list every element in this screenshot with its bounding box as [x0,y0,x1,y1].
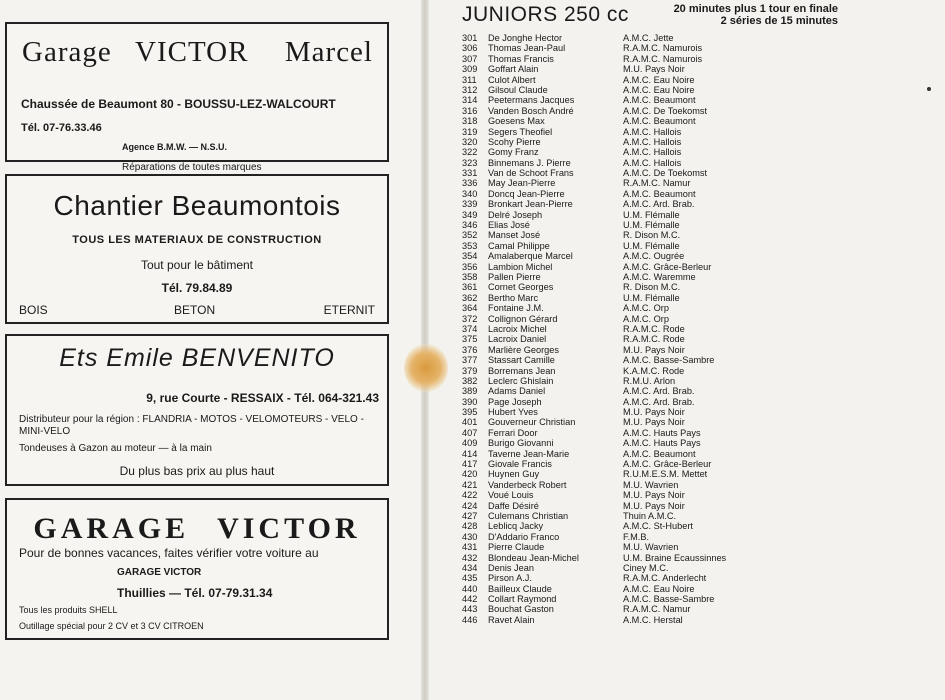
rider-number: 336 [462,178,478,189]
rider-name: Huynen Guy [488,469,540,480]
rider-club: A.M.C. De Toekomst [623,168,708,179]
rider-name: D'Addario Franco [488,531,560,542]
rider-name: Vanden Bosch André [488,105,574,116]
rider-number: 374 [462,323,478,334]
rider-number: 346 [462,220,478,231]
rider-club: A.M.C. Jette [623,33,674,43]
ad1-garage-word: Garage [22,36,112,68]
rider-club: M.U. Wavrien [623,542,679,553]
ad2-bois: BOIS [19,303,48,317]
ad1-agency: Agence B.M.W. — N.S.U. [122,142,228,152]
ad2-title: Chantier Beaumontois [53,190,341,221]
rider-name: Gomy Franz [488,147,539,158]
rider-number: 340 [462,188,478,199]
rider-name: Gouverneur Christian [488,417,576,428]
rider-club: A.M.C. Beaumont [623,188,696,199]
rider-name: Fontaine J.M. [488,303,544,314]
rider-number: 421 [462,479,478,490]
rider-number: 314 [462,95,478,106]
rider-name: Lambion Michel [488,261,553,272]
rider-club: U.M. Flémalle [623,240,680,251]
ad3-mower: Tondeuses à Gazon au moteur — à la main [19,443,212,454]
rider-club: A.M.C. Ard. Brab. [623,386,695,397]
rider-club: A.M.C. Beaumont [623,448,696,459]
rider-name: Leblicq Jacky [488,521,544,532]
ad1-repairs: Réparations de toutes marques [122,162,262,173]
rider-name: Camal Philippe [488,240,550,251]
rider-name: Bailleux Claude [488,583,552,594]
rider-name: Pirson A.J. [488,573,532,584]
rider-name: Bertho Marc [488,292,539,303]
rider-number: 377 [462,355,478,366]
rider-club: A.M.C. Orp [623,303,669,314]
rider-name: Burigo Giovanni [488,438,554,449]
rider-club: A.M.C. Grâce-Berleur [623,261,712,272]
rider-number: 424 [462,500,478,511]
rider-club: R.A.M.C. Namurois [623,43,703,54]
rider-name: Lacroix Michel [488,323,547,334]
rider-number: 430 [462,531,478,542]
rider-club: R.M.U. Arlon [623,375,676,386]
rider-number: 361 [462,282,478,293]
rider-name: Culot Albert [488,74,536,85]
rider-number: 356 [462,261,478,272]
rider-club: F.M.B. [623,531,650,542]
rider-number: 376 [462,344,478,355]
rider-club: U.M. Braine Ecaussinnes [623,552,727,563]
juniors-title: JUNIORS 250 cc [462,3,629,26]
rider-number: 434 [462,562,478,573]
rider-number: 407 [462,427,478,438]
rider-name: Blondeau Jean-Michel [488,552,579,563]
rider-number: 311 [462,74,477,85]
rider-number: 354 [462,251,478,262]
left-page [0,0,425,700]
rider-name: Borremans Jean [488,365,556,376]
rider-club: A.M.C. Hallois [623,126,682,137]
rider-club: U.M. Flémalle [623,220,680,231]
rider-club: A.M.C. Hallois [623,147,682,158]
rider-number: 446 [462,614,478,625]
rider-club: M.U. Pays Noir [623,490,685,501]
rider-name: Denis Jean [488,562,534,573]
rider-club: R.U.M.E.S.M. Mettet [623,469,708,480]
rider-name: Giovale Francis [488,459,552,470]
rider-number: 401 [462,417,478,428]
rider-name: Adams Daniel [488,386,546,397]
rider-name: Collignon Gérard [488,313,558,324]
rider-name: Doncq Jean-Pierre [488,188,565,199]
rider-name: Pallen Pierre [488,271,541,282]
rider-name: Goffart Alain [488,64,539,75]
ad1-phone: Tél. 07-76.33.46 [21,122,102,134]
rider-number: 442 [462,594,478,605]
rider-number: 322 [462,147,478,158]
rider-name: Bouchat Gaston [488,604,554,615]
rider-number: 375 [462,334,478,345]
ad3-distributor: Distributeur pour la région : FLANDRIA - MOTOS - VELOMOTEURS - VELO - MINI-VELO [19,414,364,437]
rider-number: 320 [462,136,478,147]
rider-club: A.M.C. Hallois [623,157,682,168]
ad-garage-victor-thuillies [5,498,389,640]
ad1-victor-word: VICTOR [135,36,249,68]
rider-number: 443 [462,604,478,615]
ad4-title [7,512,387,546]
ad2-tagline: Tout pour le bâtiment [140,258,254,272]
ad2-phone: Tél. 79.84.89 [161,281,233,295]
rider-name: Cornet Georges [488,282,554,293]
ad3-address: 9, rue Courte - RESSAIX - Tél. 064-321.43 [146,391,379,405]
rider-name: Delré Joseph [488,209,543,220]
rider-number: 323 [462,157,478,168]
rider-club: R.A.M.C. Namur [623,178,691,189]
ad3-price: Du plus bas prix au plus haut [119,464,275,478]
rider-club: M.U. Wavrien [623,479,679,490]
rider-club: A.M.C. Basse-Sambre [623,594,715,605]
rider-club: R. Dison M.C. [623,230,681,241]
rider-club: U.M. Flémalle [623,292,680,303]
rider-number: 409 [462,438,478,449]
margin-dot [927,87,931,91]
rider-club: U.M. Flémalle [623,209,680,220]
rider-club: A.M.C. Waremme [623,271,696,282]
rider-number: 339 [462,199,478,210]
rider-name: Lacroix Daniel [488,334,547,345]
rider-club: A.M.C. De Toekomst [623,105,708,116]
rider-name: Thomas Jean-Paul [488,43,566,54]
ad1-address: Chaussée de Beaumont 80 - BOUSSU-LEZ-WALCOURT [21,97,336,111]
rider-number: 389 [462,386,478,397]
rider-number: 318 [462,116,478,127]
rider-number: 358 [462,271,478,282]
rider-club: A.M.C. Beaumont [623,95,696,106]
rider-club: M.U. Pays Noir [623,344,685,355]
rider-name: Manset José [488,230,541,241]
ad4-phone: Thuillies — Tél. 07-79.31.34 [117,586,273,600]
ad1-marcel-word: Marcel [284,36,373,68]
ad4-title-garage: GARAGE [33,512,190,545]
rider-number: 319 [462,126,478,137]
rider-club: R. Dison M.C. [623,282,681,293]
rider-name: Elias José [488,220,530,231]
rider-club: A.M.C. Ougrée [623,251,685,262]
rider-number: 362 [462,292,478,303]
rider-name: Scohy Pierre [488,136,541,147]
rider-name: Leclerc Ghislain [488,375,554,386]
rider-number: 431 [462,542,478,553]
rider-club: Thuin A.M.C. [623,510,677,521]
rider-name: De Jonghe Hector [488,33,563,43]
rider-number: 306 [462,43,478,54]
rider-number: 420 [462,469,478,480]
rider-number: 379 [462,365,478,376]
ad4-shell: Tous les produits SHELL [19,605,118,615]
rider-name: Marlière Georges [488,344,559,355]
rider-club: M.U. Pays Noir [623,407,685,418]
rider-club: A.M.C. St-Hubert [623,521,693,532]
rider-number: 435 [462,573,478,584]
rider-club: A.M.C. Eau Noire [623,74,695,85]
rider-name: Page Joseph [488,396,542,407]
ad4-garage-name: GARAGE VICTOR [117,567,202,578]
rider-club: R.A.M.C. Namurois [623,53,703,64]
rider-name: Peetermans Jacques [488,95,575,106]
rider-name: Daffe Désiré [488,500,539,511]
rider-name: Pierre Claude [488,542,545,553]
rider-number: 432 [462,552,478,563]
ad3-title: Ets Emile BENVENITO [59,344,335,372]
rider-club: A.M.C. Hauts Pays [623,438,701,449]
rider-club: A.M.C. Grâce-Berleur [623,459,712,470]
rider-name: Gilsoul Claude [488,84,548,95]
rider-number: 440 [462,583,478,594]
juniors-subtitle-line2: 2 séries de 15 minutes [720,15,838,27]
rider-club: K.A.M.C. Rode [623,365,685,376]
rider-club: R.A.M.C. Rode [623,334,685,345]
rider-number: 382 [462,375,478,386]
rider-club: R.A.M.C. Namur [623,604,691,615]
rider-number: 309 [462,64,478,75]
rider-number: 353 [462,240,478,251]
rider-name: Culemans Christian [488,510,569,521]
rider-club: A.M.C. Basse-Sambre [623,355,715,366]
rider-number: 428 [462,521,478,532]
rider-club: A.M.C. Hauts Pays [623,427,701,438]
rider-number: 352 [462,230,478,241]
ad-chantier-beaumontois [5,174,389,324]
rider-name: Binnemans J. Pierre [488,157,571,168]
rider-name: Stassart Camille [488,355,555,366]
rider-name: Amalaberque Marcel [488,251,573,262]
rider-number: 312 [462,84,478,95]
rider-club: M.U. Pays Noir [623,64,685,75]
rider-number: 422 [462,490,478,501]
rider-number: 316 [462,105,478,116]
stain-mark [404,344,448,392]
rider-number: 364 [462,303,478,314]
rider-number: 390 [462,396,478,407]
rider-name: Voué Louis [488,490,534,501]
rider-club: R.A.M.C. Anderlecht [623,573,707,584]
rider-club: A.M.C. Eau Noire [623,84,695,95]
juniors-subtitle [616,3,838,27]
rider-club: A.M.C. Herstal [623,614,683,625]
rider-name: Ferrari Door [488,427,538,438]
rider-name: Goesens Max [488,116,545,127]
rider-club: A.M.C. Ard. Brab. [623,199,695,210]
rider-number: 417 [462,459,478,470]
rider-number: 301 [462,33,478,43]
rider-number: 395 [462,407,478,418]
rider-number: 349 [462,209,478,220]
rider-club: A.M.C. Orp [623,313,669,324]
rider-name: May Jean-Pierre [488,178,556,189]
rider-name: Thomas Francis [488,53,554,64]
rider-club: A.M.C. Beaumont [623,116,696,127]
ad-ets-benvenito [5,334,389,486]
rider-number: 307 [462,53,478,64]
rider-number: 331 [462,168,478,179]
rider-club: M.U. Pays Noir [623,417,685,428]
ad-garage-victor-marcel [5,22,389,173]
rider-club: A.M.C. Ard. Brab. [623,396,695,407]
rider-name: Ravet Alain [488,614,535,625]
rider-club: A.M.C. Hallois [623,136,682,147]
rider-club: R.A.M.C. Rode [623,323,685,334]
rider-number: 414 [462,448,478,459]
rider-name: Van de Schoot Frans [488,168,574,179]
juniors-subtitle-line1: 20 minutes plus 1 tour en finale [673,3,838,15]
rider-name: Taverne Jean-Marie [488,448,570,459]
rider-name: Hubert Yves [488,407,538,418]
rider-name: Bronkart Jean-Pierre [488,199,573,210]
rider-number: 372 [462,313,478,324]
ad4-line1: Pour de bonnes vacances, faites vérifier votre voiture au [19,546,319,560]
ad2-beton: BETON [174,303,216,317]
rider-number: 427 [462,510,478,521]
rider-club: A.M.C. Eau Noire [623,583,695,594]
rider-name: Collart Raymond [488,594,557,605]
rider-club: Ciney M.C. [623,562,669,573]
ad4-title-victor: VICTOR [217,512,361,545]
rider-name: Segers Theofiel [488,126,553,137]
ad4-tools: Outillage spécial pour 2 CV et 3 CV CITROEN [19,621,204,631]
ad2-subtitle: TOUS LES MATERIAUX DE CONSTRUCTION [72,234,322,246]
rider-club: M.U. Pays Noir [623,500,685,511]
ad2-eternit: ETERNIT [323,303,375,317]
rider-name: Vanderbeck Robert [488,479,567,490]
